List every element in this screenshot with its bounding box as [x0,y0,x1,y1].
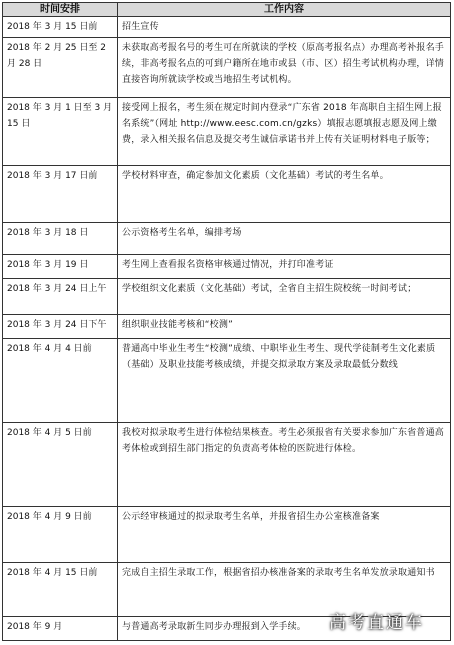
table-row [3,98,451,166]
time-cell: 2018 年 2 月 25 日至 2 月 28 日 [3,38,118,98]
work-cell: 与普通高考录取新生同步办理报到入学手续。 [118,617,451,641]
table-row [3,223,451,255]
time-cell: 2018 年 4 月 15 日前 [3,563,118,617]
work-cell: 接受网上报名，考生须在规定时间内登录“广东省 2018 年高职自主招生网上报名系统”（网址 http://www.eesc.com.cn/gzks）填报志愿填报志愿及网上缴费，录入相关报名信息及提交考生诚信承诺书并上传有关证明材料电子版等； [118,98,451,166]
table-row [3,38,451,98]
table-row [3,339,451,423]
table-row [3,279,451,315]
time-cell: 2018 年 3 月 1 日至 3 月 15 日 [3,98,118,166]
table-row [3,315,451,339]
watermark-text: 高考直通车 [329,613,424,633]
time-cell: 2018 年 9 月 [3,617,118,641]
time-cell: 2018 年 3 月 15 日前 [3,17,118,38]
table-row [3,255,451,279]
table-row [3,423,451,507]
work-cell: 未获取高考报名号的考生可在所就读的学校（原高考报名点）办理高考补报名手续，非高考报名点的可到户籍所在地市或县（市、区）招生考试机构办理，详情直接咨询所就读学校或当地招生考试机构。 [118,38,451,98]
schedule-table [2,2,451,641]
work-cell: 组织职业技能考核和“校测” [118,315,451,339]
time-cell: 2018 年 4 月 9 日前 [3,507,118,563]
time-cell: 2018 年 3 月 17 日前 [3,166,118,223]
time-cell: 2018 年 3 月 24 日上午 [3,279,118,315]
table-row [3,17,451,38]
work-cell: 普通高中毕业生考生“校测”成绩、中职毕业生考生、现代学徒制考生文化素质（基础）及职业技能考核成绩，并提交拟录取方案及录取最低分数线 [118,339,451,423]
table-header-row [3,3,451,17]
table-row [3,166,451,223]
work-cell: 招生宣传 [118,17,451,38]
time-cell: 2018 年 4 月 4 日前 [3,339,118,423]
work-cell: 考生网上查看报名资格审核通过情况，并打印准考证 [118,255,451,279]
work-cell: 学校组织文化素质（文化基础）考试，全省自主招生院校统一时间考试； [118,279,451,315]
work-cell: 完成自主招生录取工作，根据省招办核准备案的录取考生名单发放录取通知书 [118,563,451,617]
work-cell: 公示经审核通过的拟录取考生名单，并报省招生办公室核准备案 [118,507,451,563]
time-cell: 2018 年 3 月 24 日下午 [3,315,118,339]
header-time: 时间安排 [3,3,118,17]
time-cell: 2018 年 3 月 19 日 [3,255,118,279]
table-row [3,507,451,563]
time-cell: 2018 年 3 月 18 日 [3,223,118,255]
time-cell: 2018 年 4 月 5 日前 [3,423,118,507]
work-cell: 我校对拟录取考生进行体检结果核查。考生必须报省有关要求参加广东省普通高考体检或到招生部门指定的负责高考体检的医院进行体检。 [118,423,451,507]
work-cell: 学校材料审查，确定参加文化素质（文化基础）考试的考生名单。 [118,166,451,223]
header-work: 工作内容 [118,3,451,17]
work-cell: 公示资格考生名单，编排考场 [118,223,451,255]
